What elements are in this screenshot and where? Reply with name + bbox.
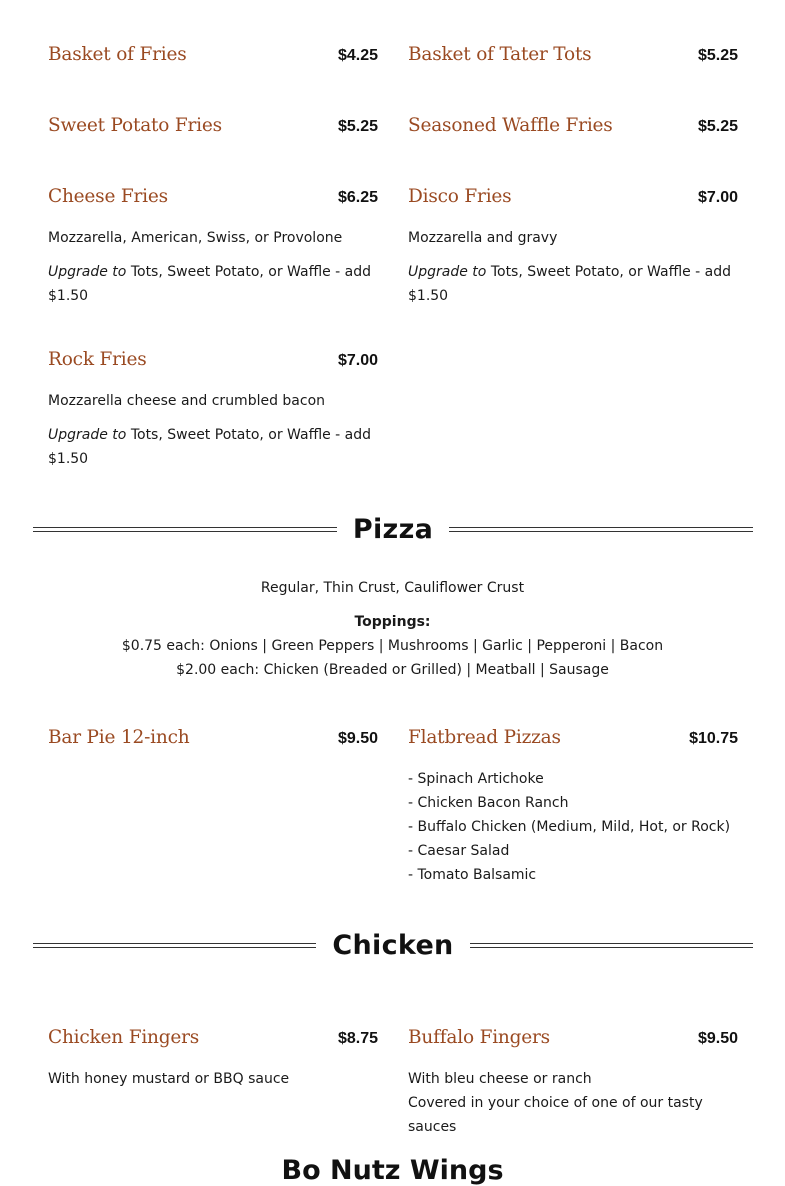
next-section-title-partial: Bo Nutz Wings: [281, 1155, 504, 1186]
toppings-line: $0.75 each: Onions | Green Peppers | Mushrooms | Garlic | Pepperoni | Bacon: [121, 638, 664, 654]
menu-item-buffalo-fingers: [408, 1027, 738, 1139]
divider-rule: [470, 943, 753, 948]
item-price: $5.25: [697, 47, 738, 64]
item-name: Flatbread Pizzas: [408, 727, 561, 748]
upgrade-label: Upgrade to: [48, 264, 127, 280]
menu-item-disco-fries: [408, 186, 738, 308]
divider-rule: [449, 527, 753, 532]
item-price: $5.25: [337, 118, 378, 135]
flatbread-option: - Chicken Bacon Ranch: [408, 795, 569, 811]
flatbread-options-list: [408, 767, 738, 887]
flatbread-option: - Buffalo Chicken (Medium, Mild, Hot, or Rock): [408, 819, 731, 835]
upgrade-label: Upgrade to: [408, 264, 487, 280]
item-name: Seasoned Waffle Fries: [408, 115, 613, 136]
item-name: Buffalo Fingers: [408, 1027, 550, 1048]
menu-item-flatbread-pizzas: [408, 727, 738, 887]
upgrade-text: Tots, Sweet Potato, or Waffle - add $1.50: [408, 264, 732, 304]
item-price: $5.25: [697, 118, 738, 135]
item-price: $8.75: [337, 1030, 378, 1047]
pizza-crust-options: Regular, Thin Crust, Cauliflower Crust: [260, 580, 525, 596]
item-name: Basket of Fries: [48, 44, 187, 65]
section-title: Chicken: [332, 930, 454, 961]
menu-item-sweet-potato-fries: [48, 115, 378, 141]
item-name: Basket of Tater Tots: [408, 44, 592, 65]
menu-item-basket-of-tater-tots: [408, 44, 738, 70]
item-description: [408, 1067, 738, 1139]
item-price: $7.00: [697, 189, 738, 206]
item-price: $9.50: [337, 730, 378, 747]
item-name: Disco Fries: [408, 186, 512, 207]
item-price: $9.50: [697, 1030, 738, 1047]
item-description: Mozzarella and gravy: [408, 230, 558, 246]
item-upgrade: [48, 423, 378, 471]
item-description: Mozzarella, American, Swiss, or Provolone: [48, 230, 343, 246]
menu-item-bar-pie: [48, 727, 378, 753]
flatbread-option: - Tomato Balsamic: [408, 867, 537, 883]
menu-item-seasoned-waffle-fries: [408, 115, 738, 141]
upgrade-text: Tots, Sweet Potato, or Waffle - add $1.50: [48, 264, 372, 304]
flatbread-option: - Spinach Artichoke: [408, 771, 544, 787]
item-name: Bar Pie 12-inch: [48, 727, 190, 748]
divider-rule: [33, 943, 316, 948]
flatbread-option: - Caesar Salad: [408, 843, 510, 859]
menu-item-cheese-fries: [48, 186, 378, 308]
section-header-chicken: [33, 930, 753, 961]
item-name: Chicken Fingers: [48, 1027, 200, 1048]
toppings-label: Toppings:: [354, 614, 431, 630]
section-title: Pizza: [352, 514, 434, 545]
menu-item-rock-fries: [48, 349, 378, 471]
divider-rule: [33, 527, 337, 532]
upgrade-label: Upgrade to: [48, 427, 127, 443]
item-price: $4.25: [337, 47, 378, 64]
item-price: $10.75: [689, 730, 738, 747]
item-upgrade: [48, 260, 378, 308]
item-description-line: Covered in your choice of one of our tasty sauces: [408, 1095, 703, 1135]
item-name: Sweet Potato Fries: [48, 115, 222, 136]
section-header-pizza: [33, 514, 753, 545]
pizza-toppings: [0, 610, 785, 682]
toppings-line: $2.00 each: Chicken (Breaded or Grilled) | Meatball | Sausage: [176, 662, 609, 678]
upgrade-text: Tots, Sweet Potato, or Waffle - add $1.50: [48, 427, 372, 467]
item-upgrade: [408, 260, 738, 308]
item-description: With honey mustard or BBQ sauce: [48, 1071, 290, 1087]
item-name: Rock Fries: [48, 349, 147, 370]
menu-item-chicken-fingers: [48, 1027, 378, 1091]
item-price: $7.00: [337, 352, 378, 369]
item-description: Mozzarella cheese and crumbled bacon: [48, 393, 326, 409]
item-price: $6.25: [337, 189, 378, 206]
menu-item-basket-of-fries: [48, 44, 378, 70]
item-description-line: With bleu cheese or ranch: [408, 1071, 592, 1087]
item-name: Cheese Fries: [48, 186, 168, 207]
